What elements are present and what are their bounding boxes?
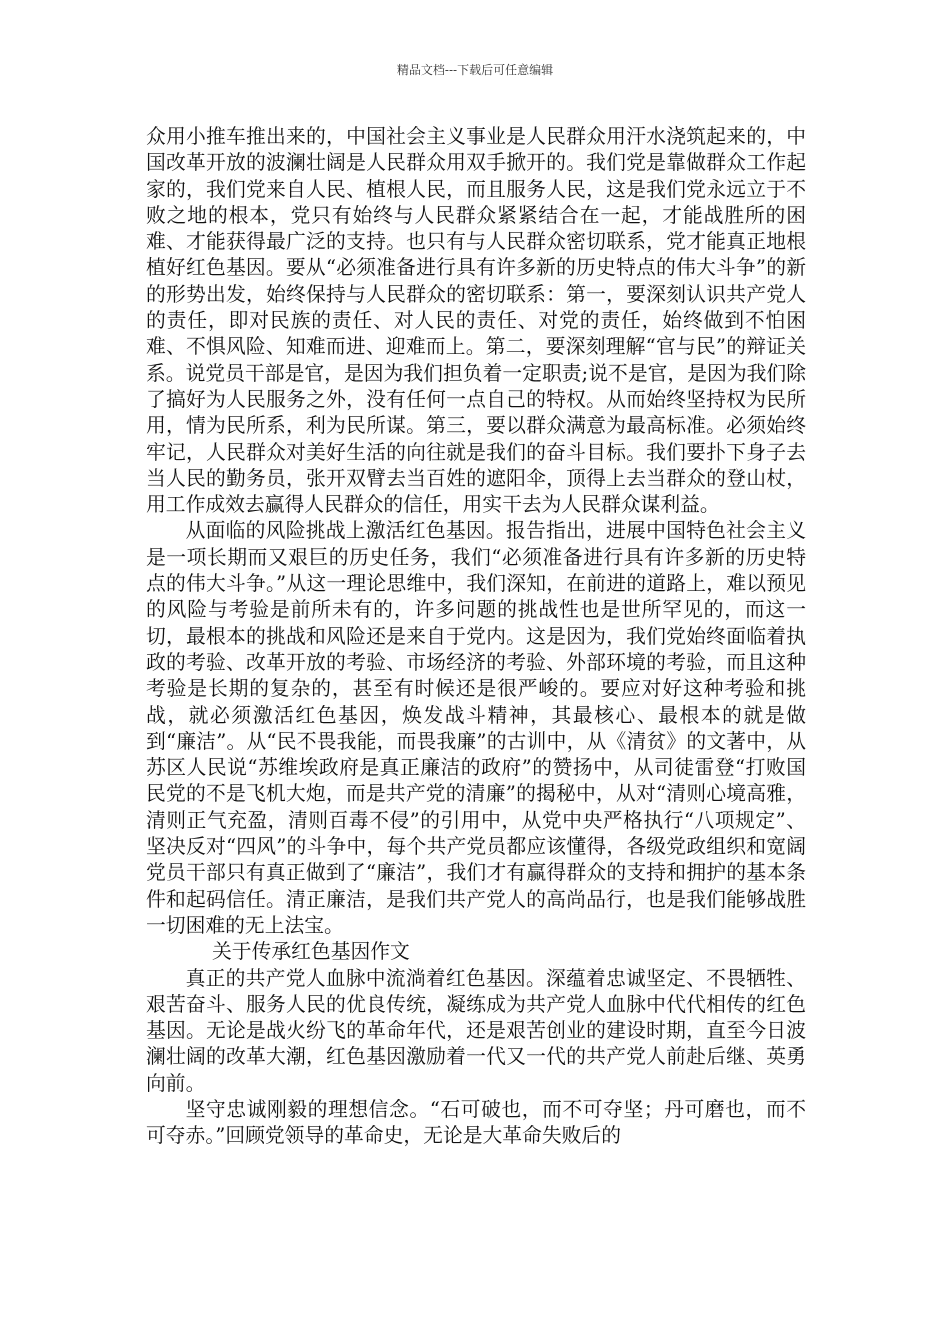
page-header: 精品文档---下载后可任意编辑: [396, 63, 554, 77]
paragraph-red-gene-intro: 真正的共产党人血脉中流淌着红色基因。深蕴着忠诚坚定、不畏牺牲、艰苦奋斗、服务人民的优良传统，凝练成为共产党人血脉中代代相传的红色基因。无论是战火纷飞的革命年代，还是艰苦创业的建设时期，直至今日波澜壮阔的改革大潮，红色基因激励着一代又一代的共产党人前赴后继、英勇向前。: [146, 966, 806, 1095]
paragraph-risk-challenge: 从面临的风险挑战上激活红色基因。报告指出，进展中国特色社会主义是一项长期而又艰巨的历史任务，我们“必须准备进行具有许多新的历史特点的伟大斗争。”从这一理论思维中，我们深知，在前进的道路上，难以预见的风险与考验是前所未有的，许多问题的挑战性也是世所罕见的，而这一切，最根本的挑战和风险还是来自于党内。这是因为，我们党始终面临着执政的考验、改革开放的考验、市场经济的考验、外部环境的考验，而且这种考验是长期的复杂的，甚至有时候还是很严峻的。要应对好这种考验和挑战，就必须激活红色基因，焕发战斗精神，其最核心、最根本的就是做到“廉洁”。从“民不畏我能，而畏我廉”的古训中，从《清贫》的文著中，从苏区人民说“苏维埃政府是真正廉洁的政府”的赞扬中，从司徒雷登“打败国民党的不是飞机大炮，而是共产党的清廉”的揭秘中，从对“清则心境高雅，清则正气充盈，清则百毒不侵”的引用中，从党中央严格执行“八项规定”、坚决反对“四风”的斗争中，每个共产党员都应该懂得，各级党政组织和宽阔党员干部只有真正做到了“廉洁”，我们才有赢得群众的支持和拥护的基本条件和起码信任。清正廉洁，是我们共产党人的高尚品行，也是我们能够战胜一切困难的无上法宝。: [146, 519, 806, 937]
document-body: [146, 124, 806, 1150]
paragraph-continued: 众用小推车推出来的，中国社会主义事业是人民群众用汗水浇筑起来的，中国改革开放的波澜壮阔是人民群众用双手掀开的。我们党是靠做群众工作起家的，我们党来自人民、植根人民，而且服务人民，这是我们党永远立于不败之地的根本，党只有始终与人民群众紧紧结合在一起，才能战胜所的困难、才能获得最广泛的支持。也只有与人民群众密切联系，党才能真正地根植好红色基因。要从“必须准备进行具有许多新的历史特点的伟大斗争”的新的形势出发，始终保持与人民群众的密切联系：第一，要深刻认识共产党人的责任，即对民族的责任、对人民的责任、对党的责任，始终做到不怕困难、不惧风险、知难而进、迎难而上。第二，要深刻理解“官与民”的辩证关系。说党员干部是官，是因为我们担负着一定职责;说不是官，是因为我们除了搞好为人民服务之外，没有任何一点自己的特权。从而始终坚持权为民所用，情为民所系，利为民所谋。第三，要以群众满意为最高标准。必须始终牢记，人民群众对美好生活的向往就是我们的奋斗目标。我们要扑下身子去当人民的勤务员，张开双臂去当百姓的遮阳伞，顶得上去当群众的登山杖，用工作成效去赢得人民群众的信任，用实干去为人民群众谋利益。: [146, 125, 806, 517]
paragraph-ideals-faith: 坚守忠诚刚毅的理想信念。“石可破也，而不可夺坚；丹可磨也，而不可夺赤。”回顾党领导的革命史，无论是大革命失败后的: [146, 1097, 806, 1148]
section-title: 关于传承红色基因作文: [212, 940, 410, 964]
